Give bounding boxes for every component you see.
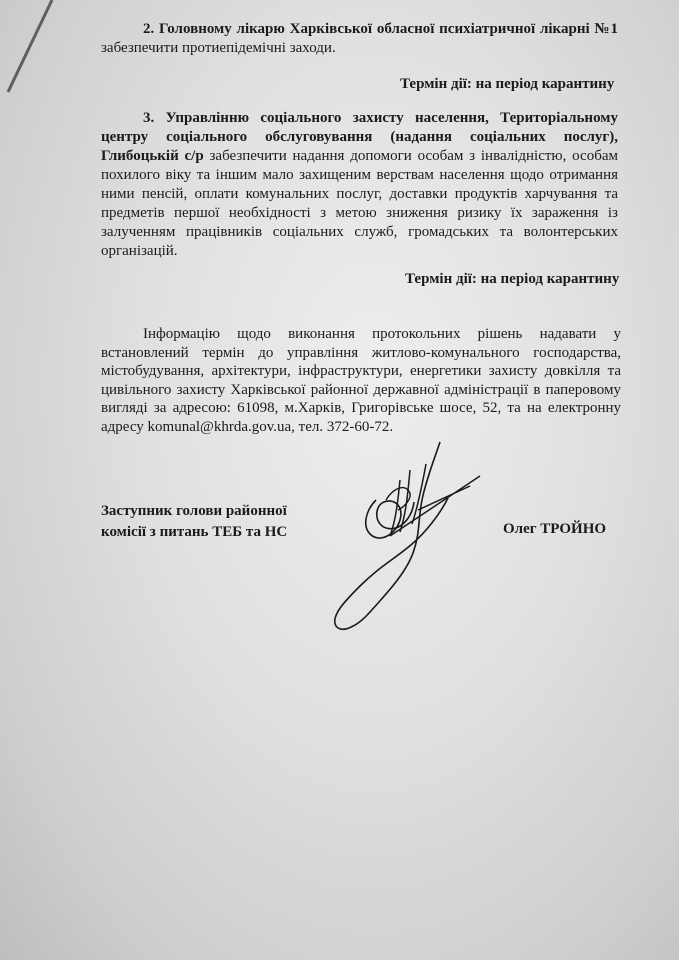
item-2-text: забезпечити протиепідемічні заходи.	[101, 40, 336, 56]
info-text: Інформацію щодо виконання протокольних рішень надавати у встановлений термін до управління житлово-комунального господарства, містобудування, архітектури, інфраструктури, енергетики захисту довкілля та цивільного захисту Харківської районної державної адміністрації в паперовому вигляді за адресою: 61098, м.Харків, Григорівське шосе, 52, та на електронну адресу komunal@khrda.gov.ua, тел. 372-60-72.	[101, 326, 621, 435]
signatory-title-line-1: Заступник голови районної	[101, 503, 287, 519]
item-3-bold-text: Управлінню соціального захисту населення, Територіальному центру соціального обслуговування (надання соціальних послуг), Глибоцькій с/р	[101, 110, 618, 164]
item-3-text: забезпечити надання допомоги особам з інвалідністю, особам похилого віку та іншим мало захищеним верствам населення щодо отримання ними пенсій, оплати комунальних послуг, доставки продуктів харчування та предметів першої необхідності з метою зниження ризику їх зараження із залученням працівників соціальних служб, громадських та волонтерських організацій.	[101, 148, 618, 259]
info-paragraph	[101, 325, 621, 436]
signatory-title-line-2: комісії з питань ТЕБ та НС	[101, 524, 288, 540]
term-2: Термін дії: на період карантину	[405, 271, 620, 287]
signatory-title	[101, 501, 287, 543]
term-1: Термін дії: на період карантину	[400, 76, 615, 92]
signatory-name: Олег ТРОЙНО	[503, 521, 607, 537]
item-3-number: 3.	[143, 110, 155, 126]
handwritten-signature	[330, 440, 490, 640]
item-2	[101, 20, 618, 58]
item-2-number: 2.	[143, 21, 155, 37]
item-3	[101, 109, 618, 261]
item-2-bold-text: Головному лікарю Харківської обласної психіатричної лікарні №1	[159, 21, 619, 37]
